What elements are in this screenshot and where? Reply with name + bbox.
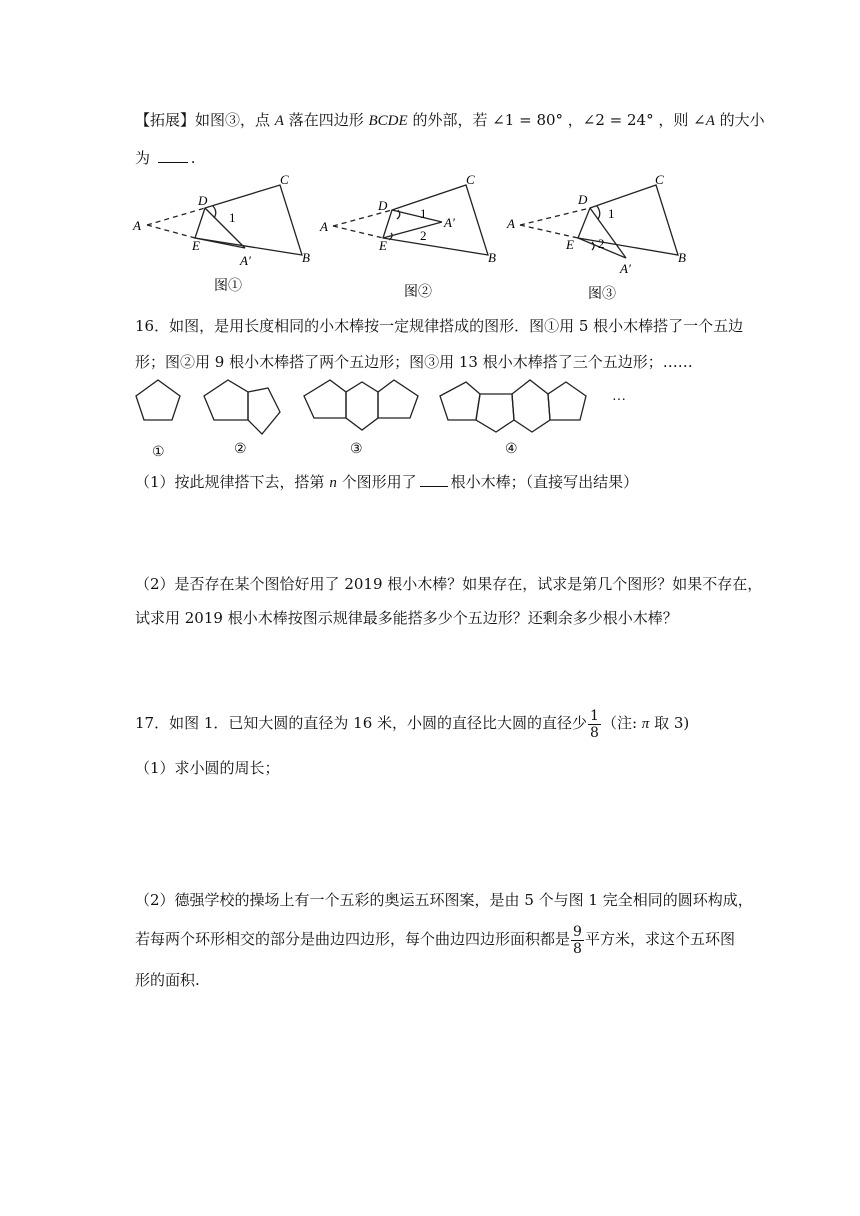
- fig3-label-c: C: [655, 172, 664, 187]
- answer-blank: [158, 148, 188, 163]
- extension-text-b: 落在四边形: [283, 111, 369, 129]
- q17-fraction-1: [588, 708, 601, 741]
- pentagon-ellipsis: ···: [612, 393, 626, 408]
- q16-part1-a: （1）按此规律搭下去，搭第: [135, 473, 330, 491]
- q17-part2-line-2: [135, 922, 735, 957]
- extension-text-d: 的大小: [714, 111, 765, 129]
- figure-2: [333, 185, 488, 255]
- q17-part2-line2-b: 平方米，求这个五环图: [584, 930, 735, 948]
- q17-pi: π: [641, 716, 650, 732]
- q17-part2-line2-a: 若每两个环形相交的部分是曲边四边形，每个曲边四边形面积都是: [135, 930, 571, 948]
- fig2-label-e: E: [379, 238, 387, 253]
- q17-part2-line-3: 形的面积.: [135, 971, 200, 989]
- fig1-label-e: E: [192, 238, 200, 253]
- pentagon-fig2-a: [204, 380, 248, 420]
- fig2-label-1: 1: [420, 206, 427, 221]
- extension-line-2: [135, 148, 196, 168]
- extension-line2-suffix: .: [190, 149, 196, 167]
- pentagon-caption-1: ①: [152, 444, 165, 460]
- q17-part1: （1）求小圆的周长；: [135, 759, 280, 777]
- pentagon-fig4-c: [512, 380, 550, 432]
- q16-part1-c: 根小木棒；（直接写出结果）: [450, 473, 639, 491]
- fig2-caption: 图②: [404, 285, 432, 300]
- fig2-label-2: 2: [420, 228, 427, 243]
- fig3-label-a: A: [507, 216, 515, 231]
- q17-line1-a: 17．如图 1．已知大圆的直径为 16 米，小圆的直径比大圆的直径少: [135, 714, 588, 732]
- pentagon-fig2-b: [248, 388, 280, 434]
- fig3-label-2: 2: [598, 236, 605, 251]
- extension-var-a: A: [274, 113, 284, 129]
- q17-line-1: [135, 706, 689, 741]
- q17-frac1-num: 1: [590, 707, 599, 724]
- extension-line-1: [135, 110, 765, 131]
- extension-text-a: 如图③，点: [195, 111, 275, 129]
- fig1-label-b: B: [302, 250, 310, 265]
- fig3-label-aprime: A′: [620, 261, 631, 276]
- fig1-label-d: D: [198, 193, 208, 208]
- fig3-caption: 图③: [588, 287, 616, 300]
- fig3-label-1: 1: [608, 206, 615, 221]
- pentagon-fig3-a: [304, 380, 346, 418]
- fig1-label-1: 1: [229, 210, 236, 225]
- pentagon-fig1: [136, 380, 180, 420]
- q16-part2-line-2: 试求用 2019 根小木棒按图示规律最多能搭多少个五边形？还剩余多少根小木棒？: [135, 609, 678, 627]
- fig1-label-a: A: [133, 218, 141, 233]
- q17-frac1-den: 8: [590, 724, 599, 741]
- fig1-label-aprime: A′: [240, 253, 251, 268]
- q17-line1-b: （注:: [601, 714, 642, 732]
- q17-fraction-2: [571, 924, 584, 957]
- triangle-figures: [0, 170, 860, 300]
- q16-part1-var: n: [329, 475, 337, 491]
- q16-part1-b: 个图形用了: [336, 473, 417, 491]
- extension-line2-prefix: 为: [135, 149, 151, 167]
- q17-frac2-num: 9: [573, 923, 582, 940]
- extension-label: 【拓展】: [135, 111, 196, 129]
- q16-part1: [135, 472, 638, 493]
- pentagon-caption-4: ④: [505, 441, 518, 457]
- fig2-label-d: D: [378, 198, 388, 213]
- pentagon-caption-2: ②: [234, 441, 247, 457]
- extension-var-a2: A: [705, 113, 715, 129]
- fig3-label-e: E: [566, 237, 574, 252]
- fig2-label-c: C: [466, 172, 475, 187]
- fig3-label-b: B: [678, 250, 686, 265]
- fig2-label-a: A: [320, 219, 328, 234]
- fig2-label-aprime: A′: [444, 215, 455, 230]
- pentagon-figures: [0, 372, 860, 462]
- fig1-caption: 图①: [214, 279, 242, 294]
- fig3-label-d: D: [578, 192, 588, 207]
- extension-text-c: 的外部，若 ∠1 = 80° ，∠2 = 24° ，则 ∠: [407, 111, 706, 129]
- pentagon-fig4-d: [548, 382, 586, 420]
- extension-var-bcde: BCDE: [368, 113, 408, 129]
- fig1-label-c: C: [280, 172, 289, 187]
- q16-line-1: 16．如图，是用长度相同的小木棒按一定规律搭成的图形．图①用 5 根小木棒搭了一个五边: [135, 317, 744, 335]
- pentagon-fig4-a: [440, 382, 480, 420]
- pentagon-fig4-b: [476, 394, 514, 432]
- q17-part2-line-1: （2）德强学校的操场上有一个五彩的奥运五环图案，是由 5 个与图 1 完全相同的圆环构成，: [135, 891, 753, 909]
- q17-frac2-den: 8: [573, 940, 582, 957]
- q16-part2-line-1: （2）是否存在某个图恰好用了 2019 根小木棒？如果存在，试求是第几个图形？如果不存在，: [135, 575, 763, 593]
- q16-line-2: 形；图②用 9 根小木棒搭了两个五边形；图③用 13 根小木棒搭了三个五边形；……: [135, 353, 693, 371]
- pentagon-caption-3: ③: [350, 441, 363, 457]
- fig2-label-b: B: [488, 250, 496, 265]
- pentagon-fig3-c: [378, 380, 418, 418]
- q16-answer-blank: [420, 472, 448, 487]
- pentagon-fig3-b: [346, 382, 378, 430]
- figure-1: [147, 185, 302, 255]
- q17-line1-c: 取 3): [649, 714, 690, 732]
